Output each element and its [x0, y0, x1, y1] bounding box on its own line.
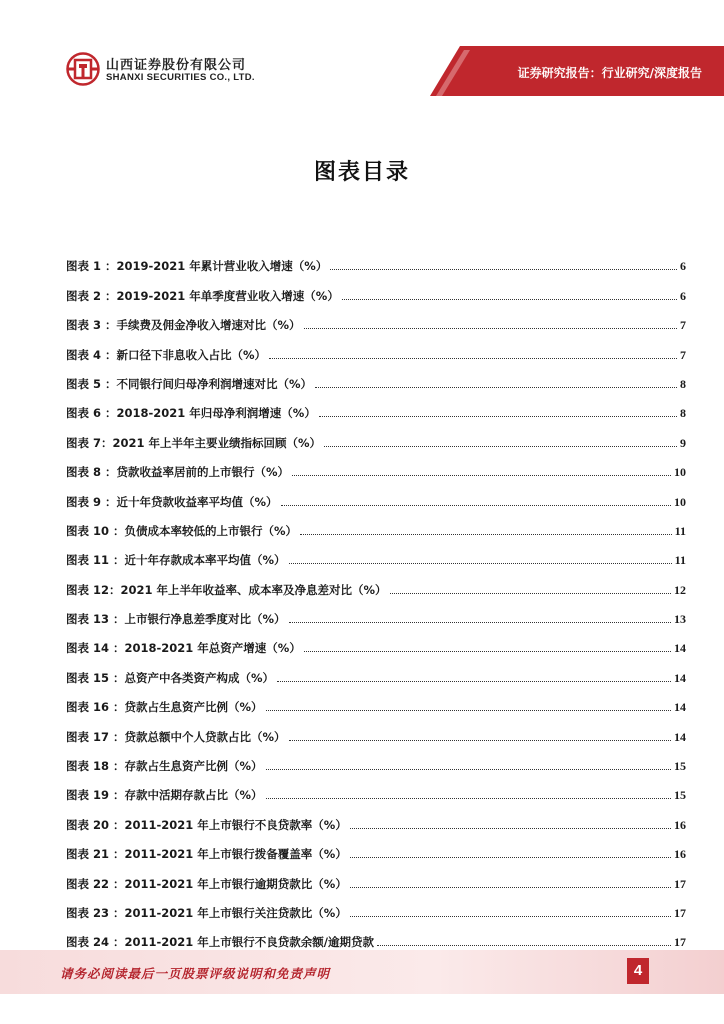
- page-footer: [0, 950, 724, 994]
- toc-entry-page: 15: [674, 788, 686, 803]
- toc-entry-label: 图表 5 ：不同银行间归母净利润增速对比（%）: [66, 376, 313, 391]
- toc-entry-page: 13: [674, 612, 686, 627]
- toc-entry-label: 图表 16 ：贷款占生息资产比例（%）: [66, 700, 263, 715]
- toc-leader-dots: [304, 328, 677, 329]
- toc-leader-dots: [269, 358, 677, 359]
- toc-leader-dots: [281, 505, 671, 506]
- toc-entry[interactable]: [66, 567, 686, 596]
- toc-leader-dots: [330, 269, 677, 270]
- toc-leader-dots: [350, 828, 671, 829]
- toc-entry-page: 8: [680, 376, 686, 391]
- toc-entry-label: 图表 3 ：手续费及佣金净收入增速对比（%）: [66, 318, 301, 333]
- page-header: [0, 0, 724, 100]
- toc-entry[interactable]: [66, 832, 686, 861]
- toc-entry-label: 图表 18 ：存款占生息资产比例（%）: [66, 759, 263, 774]
- toc-entry[interactable]: [66, 744, 686, 773]
- toc-entry[interactable]: [66, 391, 686, 420]
- toc-entry-label: 图表 7：2021 年上半年主要业绩指标回顾（%）: [66, 435, 322, 450]
- toc-entry[interactable]: [66, 538, 686, 567]
- toc-entry-page: 7: [680, 318, 686, 333]
- toc-leader-dots: [377, 945, 671, 946]
- toc-entry-page: 17: [674, 876, 686, 891]
- toc-entry[interactable]: [66, 626, 686, 655]
- toc-entry[interactable]: [66, 450, 686, 479]
- toc-entry-label: 图表 9 ：近十年贷款收益率平均值（%）: [66, 494, 278, 509]
- toc-entry[interactable]: [66, 420, 686, 449]
- toc-leader-dots: [319, 416, 677, 417]
- toc-leader-dots: [324, 446, 677, 447]
- toc-entry-page: 16: [674, 847, 686, 862]
- toc-entry-page: 16: [674, 817, 686, 832]
- toc-entry-page: 14: [674, 700, 686, 715]
- toc-entry[interactable]: [66, 244, 686, 273]
- toc-entry-page: 8: [680, 406, 686, 421]
- toc-entry-label: 图表 4 ：新口径下非息收入占比（%）: [66, 347, 267, 362]
- toc-entry[interactable]: [66, 332, 686, 361]
- toc-entry-label: 图表 13 ：上市银行净息差季度对比（%）: [66, 612, 286, 627]
- toc-entry[interactable]: [66, 362, 686, 391]
- toc-leader-dots: [289, 563, 672, 564]
- toc-leader-dots: [300, 534, 672, 535]
- toc-leader-dots: [266, 710, 671, 711]
- toc-entry[interactable]: [66, 920, 686, 949]
- toc-entry-label: 图表 24 ：2011-2021 年上市银行不良贷款余额/逾期贷款: [66, 935, 374, 950]
- toc-entry-label: 图表 15 ：总资产中各类资产构成（%）: [66, 670, 275, 685]
- toc-leader-dots: [289, 622, 671, 623]
- toc-entry-label: 图表 11 ：近十年存款成本率平均值（%）: [66, 553, 286, 568]
- toc-entry-page: 10: [674, 465, 686, 480]
- toc-entry-label: 图表 8 ：贷款收益率居前的上市银行（%）: [66, 465, 290, 480]
- toc-leader-dots: [266, 798, 671, 799]
- toc-entry-label: 图表 17 ：贷款总额中个人贷款占比（%）: [66, 729, 286, 744]
- toc-entry-label: 图表 1 ：2019-2021 年累计营业收入增速（%）: [66, 259, 328, 274]
- toc-entry-page: 10: [674, 494, 686, 509]
- page-number: 4: [627, 958, 649, 984]
- toc-entry-label: 图表 12：2021 年上半年收益率、成本率及净息差对比（%）: [66, 582, 387, 597]
- company-name-cn: 山西证券股份有限公司: [106, 58, 247, 73]
- report-type-label: 证券研究报告：行业研究/深度报告: [517, 66, 702, 80]
- toc-entry-label: 图表 6 ：2018-2021 年归母净利润增速（%）: [66, 406, 316, 421]
- toc-leader-dots: [350, 887, 671, 888]
- toc-entry-label: 图表 21 ：2011-2021 年上市银行拨备覆盖率（%）: [66, 847, 347, 862]
- toc-entry-page: 11: [674, 523, 686, 538]
- toc-leader-dots: [350, 916, 671, 917]
- toc-leader-dots: [289, 740, 671, 741]
- toc-entry-label: 图表 10 ：负债成本率较低的上市银行（%）: [66, 523, 298, 538]
- toc-entry[interactable]: [66, 479, 686, 508]
- toc-entry-label: 图表 20 ：2011-2021 年上市银行不良贷款率（%）: [66, 817, 347, 832]
- toc-entry[interactable]: [66, 861, 686, 890]
- toc-leader-dots: [342, 299, 677, 300]
- toc-entry[interactable]: [66, 509, 686, 538]
- toc-entry-page: 14: [674, 670, 686, 685]
- toc-entry-page: 6: [680, 288, 686, 303]
- toc-leader-dots: [315, 387, 677, 388]
- toc-entry-page: 11: [674, 553, 686, 568]
- toc-leader-dots: [292, 475, 671, 476]
- toc-entry-page: 9: [680, 435, 686, 450]
- toc-entry-label: 图表 19 ：存款中活期存款占比（%）: [66, 788, 263, 803]
- company-name-en: SHANXI SECURITIES CO., LTD.: [106, 72, 255, 83]
- toc-entry-label: 图表 2 ：2019-2021 年单季度营业收入增速（%）: [66, 288, 339, 303]
- table-of-figures: [66, 244, 686, 949]
- toc-entry-page: 15: [674, 759, 686, 774]
- toc-entry-page: 6: [680, 259, 686, 274]
- toc-entry[interactable]: [66, 273, 686, 302]
- toc-entry-page: 17: [674, 905, 686, 920]
- toc-entry-label: 图表 14 ：2018-2021 年总资产增速（%）: [66, 641, 301, 656]
- toc-entry[interactable]: [66, 303, 686, 332]
- toc-entry-page: 12: [674, 582, 686, 597]
- toc-entry[interactable]: [66, 802, 686, 831]
- disclaimer-notice: 请务必阅读最后一页股票评级说明和免责声明: [60, 966, 331, 981]
- toc-entry-page: 7: [680, 347, 686, 362]
- toc-entry[interactable]: [66, 714, 686, 743]
- toc-leader-dots: [266, 769, 671, 770]
- toc-entry-page: 14: [674, 641, 686, 656]
- toc-entry[interactable]: [66, 773, 686, 802]
- toc-leader-dots: [350, 857, 671, 858]
- toc-entry[interactable]: [66, 685, 686, 714]
- page-title: 图表目录: [313, 160, 410, 185]
- toc-entry[interactable]: [66, 891, 686, 920]
- toc-leader-dots: [390, 593, 671, 594]
- toc-entry-label: 图表 23 ：2011-2021 年上市银行关注贷款比（%）: [66, 905, 347, 920]
- toc-entry-page: 14: [674, 729, 686, 744]
- toc-entry-page: 17: [674, 935, 686, 950]
- toc-leader-dots: [277, 681, 671, 682]
- toc-entry-label: 图表 22 ：2011-2021 年上市银行逾期贷款比（%）: [66, 876, 347, 891]
- toc-leader-dots: [304, 651, 671, 652]
- shanxi-securities-logo-icon: [66, 52, 100, 86]
- toc-entry[interactable]: [66, 655, 686, 684]
- toc-entry[interactable]: [66, 597, 686, 626]
